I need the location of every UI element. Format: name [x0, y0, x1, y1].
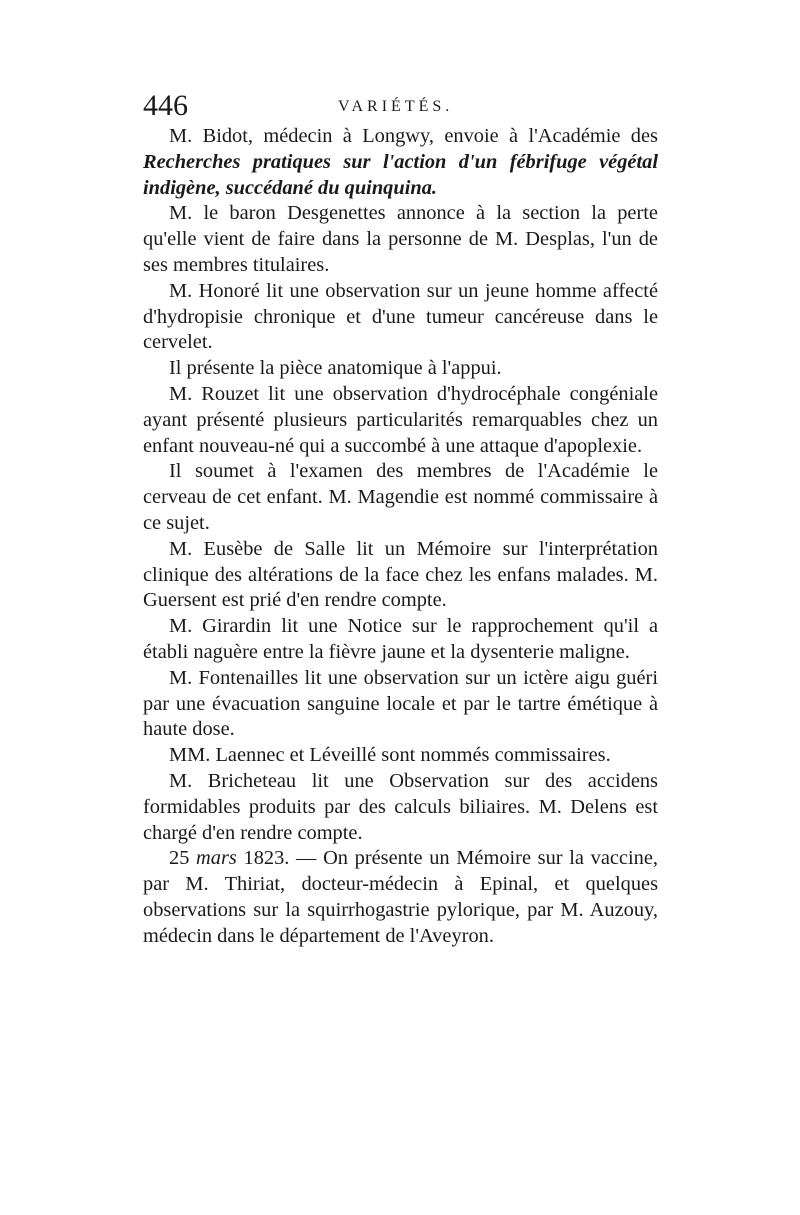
page-header	[143, 86, 658, 126]
page-number: 446	[143, 89, 188, 122]
paragraph-rouzet: M. Rouzet lit une observation d'hydrocéphale congéniale ayant présenté plusieurs particularités remarquables chez un enfant nouveau-né qui a succombé à une attaque d'apoplexie.	[143, 382, 658, 457]
paragraph-laennec: MM. Laennec et Léveillé sont nommés commissaires.	[169, 744, 611, 767]
paragraph-text: M. Bidot, médecin à Longwy, envoie à l'Académie des	[169, 125, 658, 147]
date-entry-text: 1823. — On présente un Mémoire sur la vaccine, par M. Thiriat, docteur-médecin à Epinal, et quelques observations sur la squirrhogastrie pylorique, par M. Auzouy, médecin dans le département de l'Aveyron.	[143, 847, 658, 947]
paragraph-honore: M. Honoré lit une observation sur un jeune homme affecté d'hydropisie chronique et d'une tumeur cancéreuse dans le cervelet.	[143, 279, 658, 354]
paragraph-girardin: M. Girardin lit une Notice sur le rapprochement qu'il a établi naguère entre la fièvre jaune et la dysenterie maligne.	[143, 615, 658, 663]
paragraph-soumet: Il soumet à l'examen des membres de l'Académie le cerveau de cet enfant. M. Magendie est nommé commissaire à ce sujet.	[143, 460, 658, 534]
paragraph-bricheteau: M. Bricheteau lit une Observation sur des accidens formidables produits par des calculs biliaires. M. Delens est chargé d'en rendre compte.	[143, 769, 658, 844]
body-text	[143, 124, 658, 950]
paragraph-bidot	[143, 124, 658, 201]
paragraph-fontenailles: M. Fontenailles lit une observation sur un ictère aigu guéri par une évacuation sanguine locale et par le tartre émétique à haute dose.	[143, 666, 658, 741]
paragraph-date-entry	[143, 846, 658, 949]
paragraph-eusebe: M. Eusèbe de Salle lit un Mémoire sur l'interprétation clinique des altérations de la face chez les enfans malades. M. Guersent est prié d'en rendre compte.	[143, 537, 658, 612]
italic-title: Recherches pratiques sur l'action d'un fébrifuge végétal indigène, succédané du quinquina.	[143, 150, 658, 199]
date-month: mars	[196, 847, 237, 870]
date-day: 25	[169, 847, 197, 870]
paragraph-desgenettes: M. le baron Desgenettes annonce à la section la perte qu'elle vient de faire dans la personne de M. Desplas, l'un de ses membres titulaires.	[143, 202, 658, 276]
running-title: VARIÉTÉS.	[338, 98, 454, 115]
paragraph-piece: Il présente la pièce anatomique à l'appui.	[169, 357, 502, 380]
